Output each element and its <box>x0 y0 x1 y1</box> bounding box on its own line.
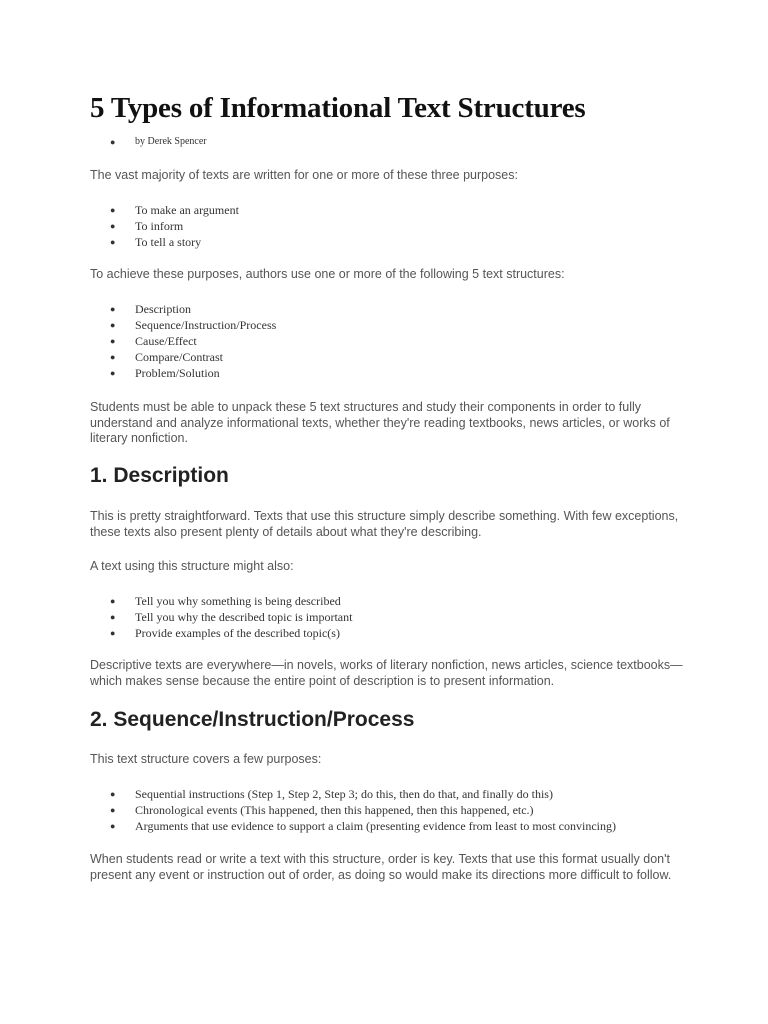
author-item <box>110 134 207 150</box>
list-item <box>110 301 276 317</box>
list-item-text: Chronological events (This happened, then this happened, then this happened, etc.) <box>135 803 534 817</box>
bullet-icon: ● <box>110 137 116 147</box>
intro-paragraph: The vast majority of texts are written for one or more of these three purposes: <box>90 168 518 182</box>
author-list <box>110 134 207 150</box>
list-item-text: To tell a story <box>135 235 202 249</box>
list-item <box>110 202 239 218</box>
list-item <box>110 802 616 818</box>
bullet-icon: ● <box>110 821 116 831</box>
structures-list <box>110 301 276 381</box>
list-item-text: Compare/Contrast <box>135 350 223 364</box>
page-title: 5 Types of Informational Text Structures <box>90 92 586 124</box>
list-item <box>110 218 239 234</box>
bullet-icon: ● <box>110 368 116 378</box>
list-item <box>110 234 239 250</box>
bullet-icon: ● <box>110 205 116 215</box>
bullet-icon: ● <box>110 612 116 622</box>
list-item-text: Sequence/Instruction/Process <box>135 318 277 332</box>
bullet-icon: ● <box>110 336 116 346</box>
list-item <box>110 317 276 333</box>
author-name: by Derek Spencer <box>135 136 207 147</box>
purposes-list <box>110 202 239 250</box>
bullet-icon: ● <box>110 805 116 815</box>
achieve-paragraph: To achieve these purposes, authors use one or more of the following 5 text structures: <box>90 267 565 281</box>
list-item <box>110 593 352 609</box>
bullet-icon: ● <box>110 628 116 638</box>
list-item-text: Tell you why the described topic is important <box>135 610 353 624</box>
list-item-text: Provide examples of the described topic(s) <box>135 626 340 640</box>
list-item-text: Tell you why something is being described <box>135 594 341 608</box>
students-paragraph: Students must be able to unpack these 5 text structures and study their components in order to fully understand and analyze informational texts, whether they're reading textbooks, news articles, or works of literary nonfiction. <box>90 400 670 445</box>
description-list <box>110 593 352 641</box>
list-item-text: Problem/Solution <box>135 366 220 380</box>
bullet-icon: ● <box>110 304 116 314</box>
bullet-icon: ● <box>110 789 116 799</box>
sequence-list <box>110 786 616 834</box>
list-item <box>110 786 616 802</box>
list-item-text: Arguments that use evidence to support a claim (presenting evidence from least to most convincing) <box>135 819 616 833</box>
description-paragraph-3: Descriptive texts are everywhere—in novels, works of literary nonfiction, news articles, science textbooks—which makes sense because the entire point of description is to present information. <box>90 658 683 688</box>
description-paragraph-2: A text using this structure might also: <box>90 559 294 573</box>
section-heading-description: 1. Description <box>90 464 229 487</box>
sequence-paragraph-2: When students read or write a text with this structure, order is key. Texts that use this format usually don't present any event or instruction out of order, as doing so would make its directions more difficult to follow. <box>90 852 672 882</box>
bullet-icon: ● <box>110 237 116 247</box>
list-item-text: Sequential instructions (Step 1, Step 2, Step 3; do this, then do that, and finally do this) <box>135 787 553 801</box>
list-item-text: Cause/Effect <box>135 334 197 348</box>
list-item-text: To inform <box>135 219 184 233</box>
list-item-text: To make an argument <box>135 203 239 217</box>
list-item <box>110 333 276 349</box>
list-item <box>110 349 276 365</box>
bullet-icon: ● <box>110 352 116 362</box>
list-item-text: Description <box>135 302 191 316</box>
list-item <box>110 818 616 834</box>
list-item <box>110 625 352 641</box>
list-item <box>110 609 352 625</box>
list-item <box>110 365 276 381</box>
bullet-icon: ● <box>110 221 116 231</box>
bullet-icon: ● <box>110 596 116 606</box>
description-paragraph-1: This is pretty straightforward. Texts that use this structure simply describe something. With few exceptions, these texts also present plenty of details about what they're describing. <box>90 509 679 539</box>
sequence-paragraph-1: This text structure covers a few purposes: <box>90 752 322 766</box>
section-heading-sequence: 2. Sequence/Instruction/Process <box>90 708 415 731</box>
bullet-icon: ● <box>110 320 116 330</box>
